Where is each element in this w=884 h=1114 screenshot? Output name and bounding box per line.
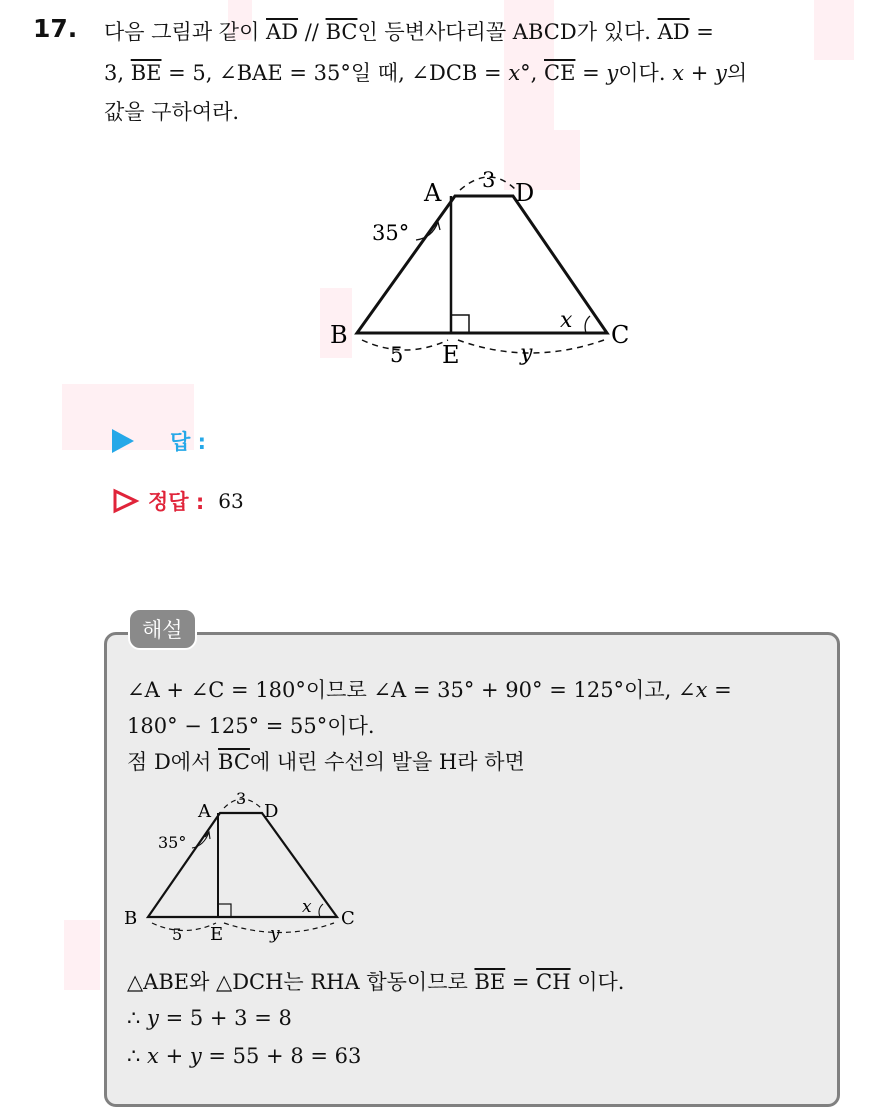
text: 이다. [570,970,625,994]
bg-decoration [814,0,854,60]
correct-answer-label: 정답 : [148,490,205,514]
vertex-label-b: B [330,321,348,349]
answer-label: 답 : [170,430,206,454]
text: = [707,678,732,702]
text: = [575,61,607,85]
segment-bc: $\overline{BC}$ [325,20,358,44]
correct-answer-value: 63 [218,489,244,513]
text: + [158,1044,190,1068]
text: 에 내린 수선의 발을 H라 하면 [249,750,525,774]
vertex-label-c: C [341,908,355,929]
text: °, [520,61,545,85]
text: ∠A + ∠C = 180°이므로 ∠A = 35° + 90° = 125°이고, ∠ [127,678,696,702]
question-number: 17. [33,14,78,43]
segment-ad: $\overline{AD}$ [657,20,690,44]
right-angle-mark [451,315,469,333]
segment-ad: $\overline{AD}$ [266,20,299,44]
explanation-line-6 [127,1044,361,1068]
bg-decoration [64,920,100,990]
text: = [505,970,537,994]
vertex-label-e: E [442,341,460,369]
var-y: y [147,1006,159,1030]
text: 점 D에서 [127,750,219,774]
vertex-label-e: E [210,924,224,945]
text: = 55 + 8 = 63 [201,1044,362,1068]
dimension-arc [362,340,448,350]
right-angle-mark [218,904,231,917]
segment-be: $\overline{BE}$ [130,61,162,85]
angle-arc [585,316,590,333]
explanation-figure [120,784,370,954]
text: = 5, ∠BAE = 35°일 때, ∠DCB = [161,61,509,85]
explanation-line-4 [127,966,625,996]
text: 다음 그림과 같이 [104,20,267,44]
var-x: x [672,61,685,85]
text: // [298,20,326,44]
length-label: 5 [172,925,183,944]
text: ∴ [127,1006,148,1030]
vertex-label-c: C [611,321,630,349]
segment-ce: $\overline{CE}$ [544,61,576,85]
angle-label: x [560,308,573,333]
explanation-line-5 [127,1006,292,1030]
segment-be: $\overline{BE}$ [474,970,506,994]
vertex-label-b: B [124,908,138,929]
vertex-label-d: D [515,179,535,207]
vertex-label-d: D [264,801,279,822]
text: △ABE와 △DCH는 RHA 합동이므로 [127,970,475,994]
text: 3, [104,61,131,85]
var-x: x [147,1044,159,1068]
segment-ch: $\overline{CH}$ [536,970,571,994]
text: + [684,61,715,85]
var-y: y [189,1044,202,1068]
length-label: y [270,924,280,944]
explanation-line-2: 180° − 125° = 55°이다. [127,714,375,738]
text: = [689,20,714,44]
explanation-line-3 [127,746,525,776]
length-label: 3 [236,789,247,808]
length-label: y [520,341,533,366]
explanation-line-1 [127,674,732,704]
dimension-arc [152,923,216,931]
explanation-badge: 해설 [128,608,197,650]
answer-row [112,426,206,456]
angle-label: 35° [158,833,187,852]
angle-label: 35° [372,221,410,245]
play-outline-icon [112,488,140,514]
text: 이다. [618,61,673,85]
segment-bc: $\overline{BC}$ [218,750,250,774]
vertex-label-a: A [424,179,442,207]
text: 의 [726,61,748,85]
text: 인 등변사다리꼴 ABCD가 있다. [357,20,658,44]
length-label: 5 [390,343,404,367]
trapezoid-figure [320,160,640,380]
var-x: x [695,678,708,702]
angle-label: x [302,897,312,917]
text: ∴ [127,1044,148,1068]
play-icon [112,429,134,453]
var-y: y [606,61,619,85]
vertex-label-a: A [198,801,211,822]
text: = 5 + 3 = 8 [158,1006,292,1030]
question-line-1 [104,16,714,46]
correct-answer-row [112,486,244,516]
angle-arc [319,904,323,917]
question-line-2 [104,57,747,87]
var-x: x [508,61,521,85]
length-label: 3 [482,168,496,192]
question-line-3: 값을 구하여라. [104,100,240,124]
var-y: y [714,61,727,85]
